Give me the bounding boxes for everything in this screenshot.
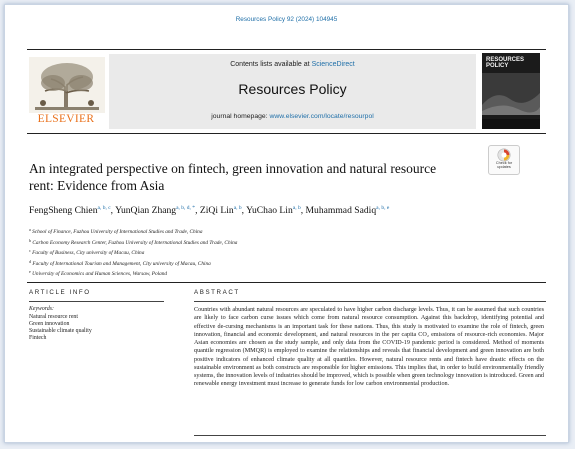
article-info-divider [29,301,164,302]
keyword-item: Natural resource rent [29,314,78,320]
check-label-line1: Check for [495,161,513,165]
article-title-line1: An integrated perspective on fintech, green innovation and natural resource [29,161,437,176]
affiliation-item [29,237,237,248]
author-list [29,205,389,216]
cover-title [486,57,524,69]
author-separator: , [110,205,116,216]
author-name[interactable]: ZiQi Lin [199,205,234,216]
author-affiliation-marker[interactable]: a, b, c [97,205,111,211]
affiliation-item [29,258,237,269]
contents-line [109,61,476,68]
journal-cover[interactable] [482,53,540,129]
affiliation-key: c [29,248,31,254]
homepage-line [109,113,476,120]
author-name[interactable]: FengSheng Chien [29,205,98,216]
affiliation-list [29,226,237,279]
author-name[interactable]: Muhammad Sadiq [305,205,377,216]
article-title-line2: rent: Evidence from Asia [29,178,165,193]
affiliation-text: Faculty of International Tourism and Management, City university of Macau, China [32,260,211,267]
sciencedirect-link[interactable]: ScienceDirect [311,61,355,68]
article-info-heading: ARTICLE INFO [29,289,91,296]
author-name[interactable]: YunQian Zhang [115,205,177,216]
affiliation-text: Carbon Economy Research Center, Fuzhou University of International Studies and Trade, China [32,239,238,246]
check-for-updates-icon [497,148,511,162]
abstract-text: Countries with abundant natural resources are speculated to have higher carbon discharge levels. Thus, it can be assumed that such countries are likely to face carbon curse issues which come from natural resource consumption. Against this backdrop, identifying potential and effective de-cursing mechanisms is an important task for these nations. Thus, this study is motivated to examine the role of fintech, green innovation, financial and economic development, and natural resources in the per capita CO₂ emissions of resource-rich economies. Major Asian economies are chosen as the study sample, and only data from the COVID-19 pandemic period is considered. Method of moments quantile regression (MMQR) is employed to examine the relationships and reveals that financial development and green innovation are both positive indicators of enhanced climate quality at all quantiles. However, natural resource rents and fintech have drastic effects on the sustainable environment as both constructs are responsible for higher emissions. This implies that, in order to build environmentally friendly systems, the innovation levels of industries should be improved, which is possible when green technology innovation is introduced. Green and renewable energy investment must increase to generate funds for low carbon environmental production. [194,307,544,388]
journal-homepage-link[interactable]: www.elsevier.com/locate/resourpol [269,113,374,120]
keyword-item: Sustainable climate quality [29,328,92,334]
header-divider [27,133,546,134]
affiliation-key: d [29,258,31,264]
top-divider [27,49,546,50]
homepage-prefix: journal homepage: [211,113,270,120]
article-page [4,4,569,443]
article-title [29,160,489,194]
author-separator: , [241,205,247,216]
author-affiliation-marker[interactable]: a, b [233,205,242,211]
affiliation-item [29,268,237,279]
author-separator: , [195,205,200,216]
abstract-heading: ABSTRACT [194,289,240,296]
affiliation-item [29,247,237,258]
keyword-list [29,314,92,342]
elsevier-wordmark[interactable]: ELSEVIER [37,113,95,125]
affiliation-key: b [29,237,31,243]
section-divider [27,282,546,283]
journal-banner [109,54,476,129]
author-affiliation-marker[interactable]: a, b, e [376,205,390,211]
author-name[interactable]: YuChao Lin [246,205,293,216]
contents-prefix: Contents lists available at [230,61,312,68]
abstract-divider [194,301,546,302]
affiliation-key: a [29,227,31,232]
cover-title-line2: POLICY [486,63,509,69]
check-label-line2: updates [497,165,511,169]
affiliation-item [29,226,237,237]
affiliation-text: Faculty of Business, City university of Macau, China [32,250,145,257]
abstract-bottom-divider [194,435,546,436]
keyword-item: Green innovation [29,321,70,327]
keywords-label: Keywords: [29,306,54,312]
check-for-updates-button[interactable] [488,145,520,175]
author-affiliation-marker[interactable]: a, b [292,205,301,211]
affiliation-text: School of Finance, Fuzhou University of International Studies and Trade, China [32,229,203,235]
journal-title: Resources Policy [238,81,347,97]
check-for-updates-label [489,161,519,169]
cover-title-line1: RESOURCES [486,57,525,63]
author-affiliation-marker[interactable]: a, b, d, * [176,205,196,211]
journal-reference[interactable]: Resources Policy 92 (2024) 104945 [235,16,338,23]
author-separator: , [300,205,306,216]
affiliation-key: e [29,269,31,275]
affiliation-text: University of Economics and Human Sciences, Warsaw, Poland [32,271,168,278]
keyword-item: Fintech [29,335,47,341]
